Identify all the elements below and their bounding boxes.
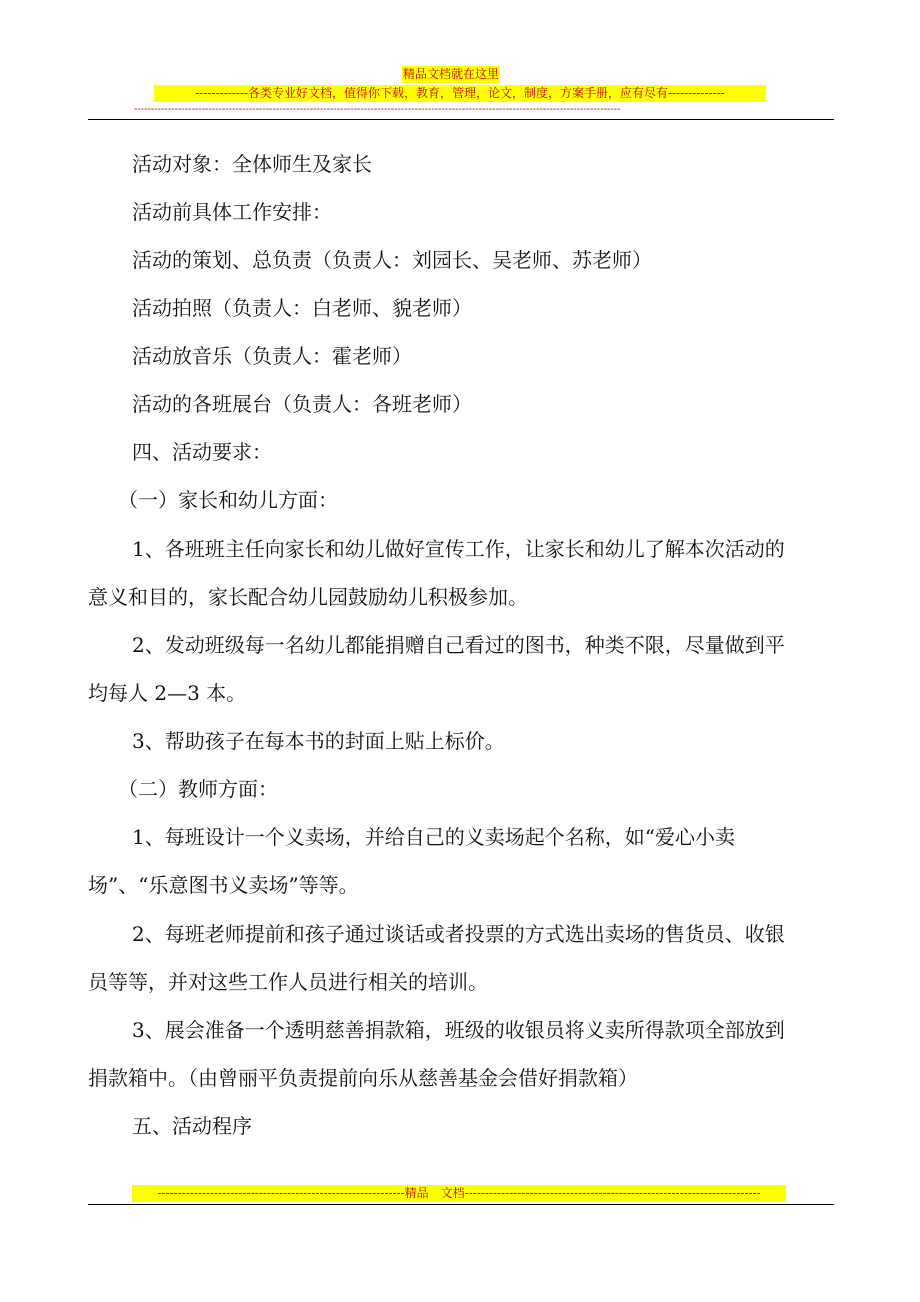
paragraph-line: 活动前具体工作安排：: [132, 200, 332, 224]
paragraph-line: 活动拍照（负责人：白老师、貌老师）: [132, 296, 472, 320]
section-heading: 五、活动程序: [132, 1114, 252, 1138]
header-title: 精品文档就在这里: [403, 67, 500, 81]
paragraph-line: 1、每班设计一个义卖场，并给自己的义卖场起个名称，如“爱心小卖: [132, 825, 735, 849]
paragraph-line: 1、各班班主任向家长和幼儿做好宣传工作，让家长和幼儿了解本次活动的: [132, 537, 785, 561]
paragraph-line: 2、发动班级每一名幼儿都能捐赠自己看过的图书，种类不限，尽量做到平: [132, 633, 785, 657]
paragraph-line: 3、帮助孩子在每本书的封面上贴上标价。: [132, 729, 505, 753]
paragraph-line: 3、展会准备一个透明慈善捐款箱，班级的收银员将义卖所得款项全部放到: [132, 1018, 785, 1042]
paragraph-line: 活动的各班展台（负责人：各班老师）: [132, 392, 472, 416]
paragraph-line: 场”、“乐意图书义卖场”等等。: [88, 873, 359, 897]
paragraph-line: 活动的策划、总负责（负责人：刘园长、吴老师、苏老师）: [132, 248, 652, 272]
paragraph-line: 捐款箱中。（由曾丽平负责提前向乐从慈善基金会借好捐款箱）: [88, 1066, 638, 1090]
paragraph-line: 活动对象：全体师生及家长: [132, 152, 372, 176]
footer-text: -------------------------------------------------------------精品 文档-------------------------------------------------------------------------: [132, 1185, 786, 1202]
header-rule: [88, 119, 834, 120]
footer-rule: [88, 1204, 834, 1205]
section-heading: 四、活动要求：: [132, 440, 272, 464]
header-dash-line: ------------------------------------------------------------------------------------------------------------------------------------------------: [134, 104, 621, 115]
paragraph-line: 均每人 2—3 本。: [88, 681, 247, 705]
subsection-heading: （一）家长和幼儿方面：: [118, 488, 338, 512]
paragraph-line: 活动放音乐（负责人：霍老师）: [132, 344, 412, 368]
subsection-heading: （二）教师方面：: [118, 777, 278, 801]
paragraph-line: 意义和目的，家长配合幼儿园鼓励幼儿积极参加。: [88, 585, 528, 609]
header-subtitle: -------------各类专业好文档，值得你下载，教育，管理，论文，制度，方案手册，应有尽有--------------: [154, 85, 766, 102]
paragraph-line: 员等等，并对这些工作人员进行相关的培训。: [88, 970, 488, 994]
paragraph-line: 2、每班老师提前和孩子通过谈话或者投票的方式选出卖场的售货员、收银: [132, 922, 785, 946]
